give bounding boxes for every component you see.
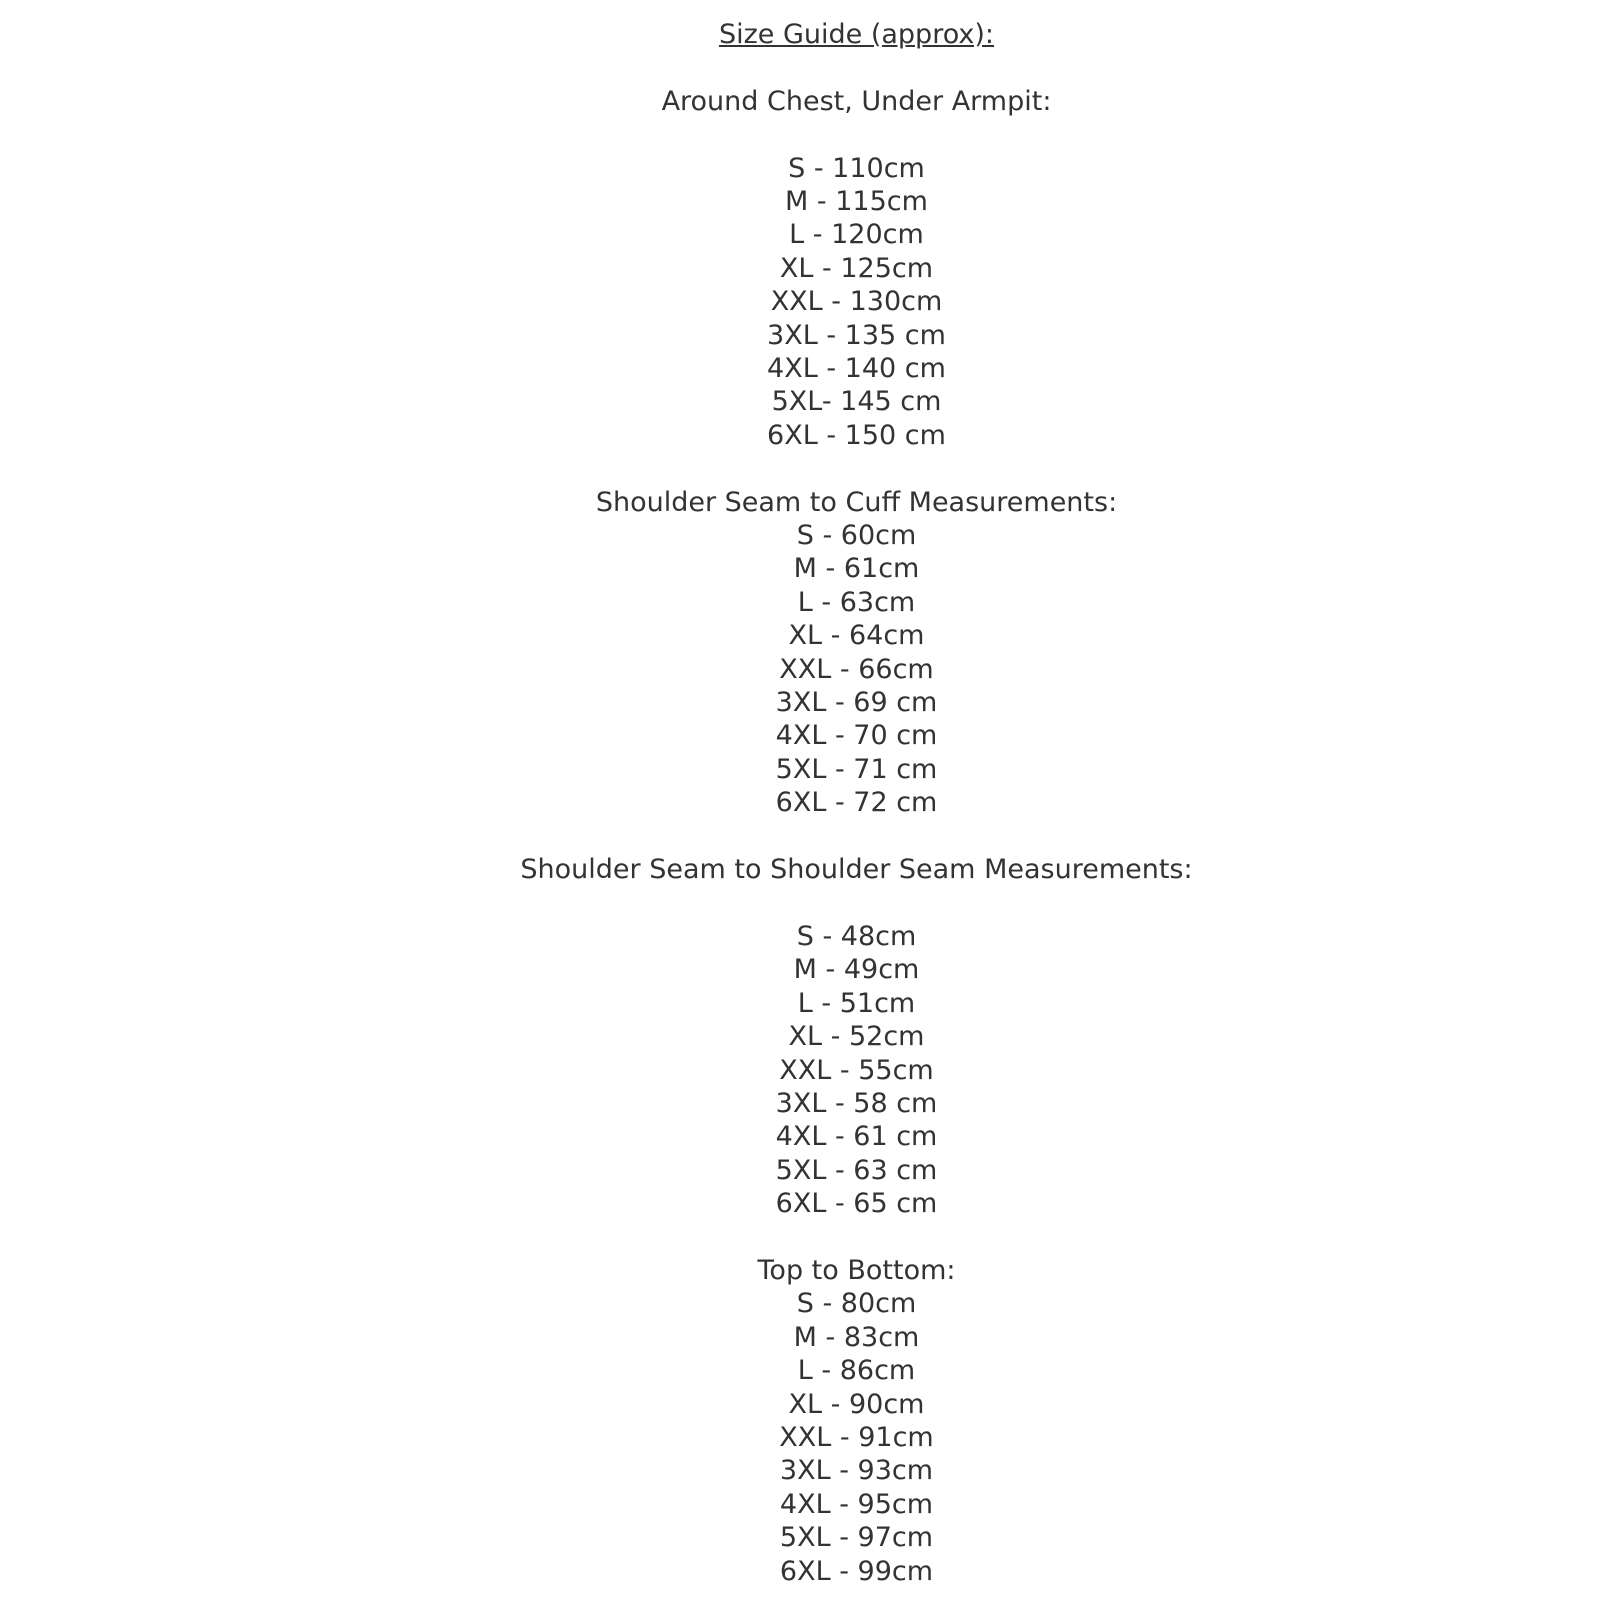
size-row: 5XL - 71 cm [775,753,938,785]
size-row: 6XL - 99cm [779,1555,934,1587]
size-row: XL - 52cm [788,1021,925,1053]
page-title: Size Guide (approx): [718,19,995,50]
section-heading: Shoulder Seam to Cuff Measurements: [595,486,1118,518]
size-row: XXL - 55cm [779,1054,934,1086]
size-row: M - 83cm [793,1321,920,1353]
size-row: 4XL - 70 cm [775,720,938,752]
size-row: L - 86cm [797,1355,916,1387]
size-row: 4XL - 95cm [779,1488,934,1520]
size-row: 6XL - 150 cm [767,419,946,451]
size-row: XXL - 130cm [770,286,943,318]
size-row: L - 120cm [789,219,924,251]
size-row: S - 48cm [796,920,917,952]
section-top-to-bottom [113,1254,1600,1588]
size-row: S - 110cm [788,152,925,184]
size-row: M - 49cm [793,954,920,986]
size-row: 4XL - 140 cm [767,353,946,385]
size-row: M - 61cm [793,553,920,585]
section-heading: Top to Bottom: [757,1254,956,1286]
size-row: 3XL - 69 cm [775,687,938,719]
size-row: 5XL - 63 cm [775,1154,938,1186]
size-row: S - 80cm [796,1288,917,1320]
size-row: 4XL - 61 cm [775,1121,938,1153]
size-row: XL - 90cm [788,1388,925,1420]
size-row: 3XL - 58 cm [775,1087,938,1119]
section-shoulder-to-cuff [113,486,1600,820]
size-row: 3XL - 93cm [779,1455,934,1487]
size-row: XXL - 66cm [779,653,934,685]
section-shoulder-to-shoulder [113,853,1600,1220]
size-row: XL - 125cm [779,252,934,284]
size-row: 5XL- 145 cm [771,386,942,418]
size-row: L - 51cm [797,987,916,1019]
section-around-chest [113,85,1600,452]
size-row: L - 63cm [797,586,916,618]
size-row: 6XL - 65 cm [775,1188,938,1220]
size-row: 6XL - 72 cm [775,787,938,819]
size-row: 5XL - 97cm [779,1522,934,1554]
size-row: M - 115cm [785,186,928,217]
section-heading: Around Chest, Under Armpit: [661,85,1052,117]
size-row: S - 60cm [796,520,917,552]
section-heading: Shoulder Seam to Shoulder Seam Measurements: [520,854,1193,886]
size-row: 3XL - 135 cm [767,319,946,351]
size-row: XL - 64cm [788,620,925,652]
size-row: XXL - 91cm [779,1421,934,1453]
